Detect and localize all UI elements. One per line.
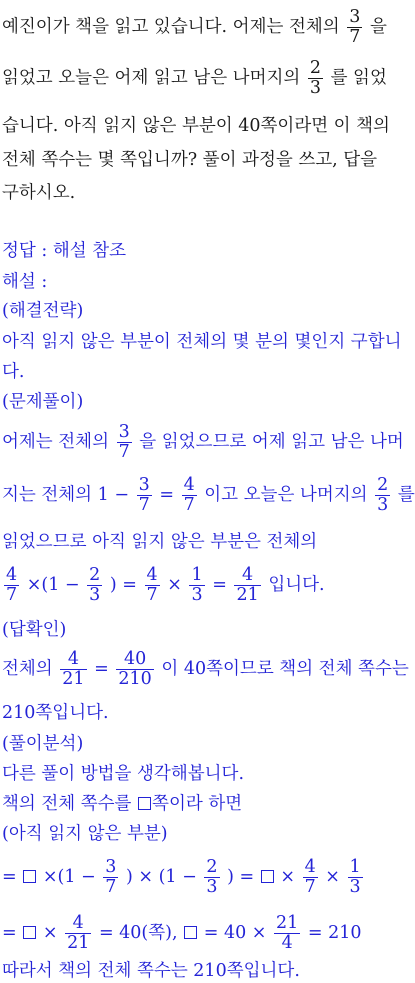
- numerator: 4: [183, 475, 195, 495]
- numerator: 4: [65, 914, 91, 934]
- fraction: [103, 858, 118, 897]
- denominator: 7: [6, 585, 18, 605]
- fraction: [87, 566, 102, 605]
- analysis-heading: (풀이분석): [2, 734, 84, 754]
- denominator: 21: [62, 669, 85, 689]
- fraction: [145, 566, 160, 605]
- fraction: [117, 423, 132, 462]
- text: = 210: [307, 923, 362, 943]
- fraction: [303, 858, 318, 897]
- text: =: [159, 485, 174, 505]
- blank-box-icon: [23, 870, 36, 883]
- fraction: [348, 858, 363, 897]
- problem-line-4: 전체 쪽수는 몇 쪽입니까? 풀이 과정을 쓰고, 답을: [2, 150, 378, 170]
- text: ×: [42, 923, 58, 943]
- explanation-label: 해설 :: [2, 272, 48, 292]
- fraction: [116, 650, 153, 689]
- final-answer-line: 따라서 책의 전체 쪽수는 210쪽입니다.: [2, 961, 300, 981]
- denominator: 4: [281, 933, 293, 953]
- text: 쪽이라 하면: [152, 794, 243, 814]
- blank-box-icon: [23, 926, 36, 939]
- denominator: 7: [304, 877, 316, 897]
- text: ) × (1 −: [125, 867, 197, 887]
- fraction: [375, 476, 390, 515]
- denominator: 3: [191, 585, 203, 605]
- text: 어제는 전체의: [2, 432, 109, 452]
- numerator: 4: [234, 566, 260, 586]
- denominator: 7: [138, 495, 150, 515]
- text: =: [2, 867, 17, 887]
- denominator: 7: [146, 585, 158, 605]
- text: ×(1 −: [26, 575, 80, 595]
- numerator: 3: [118, 422, 130, 442]
- numerator: 21: [276, 913, 299, 933]
- numerator: 3: [138, 475, 150, 495]
- numerator: 2: [377, 475, 389, 495]
- fraction: [189, 566, 204, 605]
- strategy-line-1: 아직 읽지 않은 부분이 전체의 몇 분의 몇인지 구합니: [2, 332, 402, 352]
- numerator: 40: [116, 650, 153, 670]
- problem-line-2: [2, 59, 387, 98]
- check-heading: (답확인): [2, 620, 67, 640]
- solve-heading: (문제풀이): [2, 392, 84, 412]
- text: ) =: [109, 575, 137, 595]
- text: ×(1 −: [42, 867, 96, 887]
- solve-equation-1: [2, 566, 325, 605]
- text: 지는 전체의 1 −: [2, 485, 130, 505]
- problem-line-3: 습니다. 아직 읽지 않은 부분이 40쪽이라면 이 책의: [2, 116, 390, 136]
- text: 입니다.: [268, 575, 325, 595]
- text: 을 읽었으므로 어제 읽고 남은 나머: [139, 432, 404, 452]
- analysis-line-3: (아직 읽지 않은 부분): [2, 824, 168, 844]
- text: =: [94, 659, 109, 679]
- blank-box-icon: [138, 797, 151, 810]
- strategy-line-2: 다.: [2, 362, 25, 382]
- text: ×: [325, 867, 340, 887]
- numerator: 3: [105, 857, 117, 877]
- denominator: 210: [118, 669, 152, 689]
- text: ) =: [227, 867, 255, 887]
- text: 를 읽었: [330, 68, 387, 88]
- fraction: [137, 476, 152, 515]
- numerator: 1: [349, 857, 361, 877]
- blank-box-icon: [261, 870, 274, 883]
- fraction: [204, 858, 219, 897]
- numerator: 2: [309, 58, 322, 78]
- check-line-1: [2, 650, 409, 689]
- check-line-2: 210쪽입니다.: [2, 703, 109, 723]
- solve-line-3: 읽었으므로 아직 읽지 않은 부분은 전체의: [2, 532, 318, 552]
- text: =: [212, 575, 227, 595]
- answer-line: 정답 : 해설 참조: [2, 241, 127, 261]
- denominator: 3: [377, 495, 389, 515]
- numerator: 3: [349, 7, 361, 27]
- text: = 40(쪽),: [98, 923, 178, 943]
- denominator: 7: [105, 877, 117, 897]
- text: = 40 ×: [203, 923, 267, 943]
- numerator: 2: [206, 857, 218, 877]
- fraction: [60, 650, 86, 689]
- denominator: 3: [206, 877, 218, 897]
- analysis-line-2: [2, 793, 242, 815]
- numerator: 2: [89, 565, 101, 585]
- numerator: 4: [6, 565, 18, 585]
- text: 책의 전체 쪽수를: [2, 794, 132, 814]
- text: 읽었고 오늘은 어제 읽고 남은 나머지의: [2, 68, 301, 88]
- text: 예진이가 책을 읽고 있습니다. 어제는 전체의: [2, 17, 340, 37]
- strategy-heading: (해결전략): [2, 301, 84, 321]
- text: 이고 오늘은 나머지의: [204, 485, 368, 505]
- solve-line-2: [2, 476, 415, 515]
- denominator: 7: [183, 495, 195, 515]
- denominator: 3: [89, 585, 101, 605]
- analysis-equation-1: [2, 858, 365, 897]
- solve-line-1: [2, 423, 404, 462]
- fraction: [182, 476, 197, 515]
- fraction: [308, 59, 323, 98]
- text: 이 40쪽이므로 책의 전체 쪽수는: [161, 659, 409, 679]
- problem-line-5: 구하시오.: [2, 183, 76, 203]
- denominator: 21: [236, 585, 259, 605]
- analysis-line-1: 다른 풀이 방법을 생각해봅니다.: [2, 764, 245, 784]
- fraction: [4, 566, 19, 605]
- text: 를: [397, 485, 415, 505]
- numerator: 4: [60, 650, 86, 670]
- fraction: [274, 914, 300, 953]
- denominator: 7: [118, 442, 130, 462]
- numerator: 1: [191, 565, 203, 585]
- fraction: [65, 914, 91, 953]
- blank-box-icon: [184, 926, 197, 939]
- denominator: 21: [67, 933, 90, 953]
- numerator: 4: [146, 565, 158, 585]
- fraction: [347, 8, 362, 47]
- denominator: 3: [309, 78, 322, 98]
- text: 을: [369, 17, 387, 37]
- text: =: [2, 923, 17, 943]
- denominator: 3: [349, 877, 361, 897]
- numerator: 4: [304, 857, 316, 877]
- problem-line-1: [2, 8, 387, 47]
- text: ×: [280, 867, 295, 887]
- text: 전체의: [2, 659, 53, 679]
- analysis-equation-2: [2, 914, 362, 953]
- text: ×: [167, 575, 182, 595]
- fraction: [234, 566, 260, 605]
- denominator: 7: [349, 27, 361, 47]
